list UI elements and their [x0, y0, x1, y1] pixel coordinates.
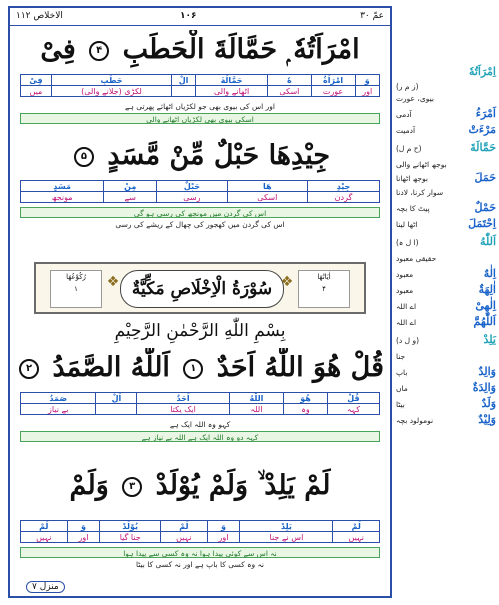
vocab-meaning: جنا [396, 352, 406, 361]
vocab-word: مَرْءَتْ [468, 123, 496, 136]
grid-word: فِىْ [21, 75, 52, 86]
vocab-meaning: حقیقی معبود [396, 254, 437, 263]
ayah-text: جِيْدِهَا حَبْلٌ مِّنْ مَّسَدٍ [107, 140, 331, 171]
grid-word: اَحَدٌ [137, 393, 229, 404]
translation-line: اس کی گردن میں مونجھ کی رسی ہو گی [20, 207, 380, 218]
grid-word: الْ [172, 75, 196, 86]
grid-word: لَمْ [161, 521, 208, 532]
ayat-label: اٰيَاتُهَا [317, 273, 331, 281]
vocab-meaning: آدمیت [396, 126, 416, 135]
ayah-text: قُلْ هُوَ اللّٰهُ اَحَدٌ [216, 352, 384, 383]
grid-word: يُوْلَدْ [100, 521, 161, 532]
ayah-text-end: فِىْ [40, 34, 76, 65]
vocab-meaning: سوار کرنا، لادنا [396, 188, 444, 197]
translation-line: اور اس کی بیوی بھی جو لکڑیاں اٹھائے پھرتی ہے [125, 102, 275, 111]
ayah-number-marker: ۳ [122, 477, 142, 497]
ayah-line [16, 466, 384, 506]
grid-meaning: ایک یکتا [137, 404, 229, 415]
grid-meaning: جنا گیا [100, 532, 161, 543]
grid-word: صَمَدُ [21, 393, 96, 404]
ayah-text: لَمْ يَلِدْ ۙ وَلَمْ يُوْلَدْ [155, 470, 331, 501]
vocab-meaning: پیٹ کا بچہ [396, 204, 430, 213]
vocab-meaning: (ا ل ہ) [396, 238, 419, 247]
grid-meaning: اس نے جنا [240, 532, 333, 543]
vocab-meaning: معبود [396, 286, 414, 295]
vocab-row [396, 66, 496, 78]
vocab-word: وَالِدَةٌ [472, 381, 496, 394]
vocab-row [396, 108, 496, 120]
vocab-meaning: (ح م ل) [396, 144, 422, 153]
grid-word: اللّٰهُ [229, 393, 283, 404]
grid-meaning: نہیں [333, 532, 380, 543]
vocab-word: وَلَدٌ [481, 397, 496, 410]
grid-word: جِيْدِ [307, 181, 379, 192]
vocab-row [396, 414, 496, 426]
vocab-row [396, 316, 496, 328]
vocab-row [396, 218, 496, 230]
grid-meaning: سے [104, 192, 157, 203]
grid-meaning: وہ [284, 404, 328, 415]
vocab-meaning: ماں [396, 384, 408, 393]
vocab-word: اِمْرَاَتُهٗ [468, 65, 496, 78]
grid-word: مِنْ [104, 181, 157, 192]
grid-word: لَمْ [21, 521, 68, 532]
vocab-row [396, 172, 496, 184]
ayah-text-end: وَلَمْ [69, 470, 109, 501]
vocab-meaning: (ز م ر) [396, 82, 419, 91]
vocab-word: اِلٰهٌ [483, 267, 496, 280]
translation-line: نہ وہ کسی کا باپ ہے اور نہ کسی کا بیٹا [135, 560, 264, 569]
translation-line: اس کی گردن میں کھجور کی چھال کے ریشے کی رسی [115, 220, 285, 229]
grid-word: حَبْلٌ [157, 181, 228, 192]
grid-meaning: اٹھانے والی [196, 86, 268, 97]
vocab-word: وَلِيْدٌ [478, 413, 496, 426]
grid-meaning: اور [355, 86, 379, 97]
vocab-meaning: بوجھ اٹھانے والی [396, 160, 447, 169]
vocab-word: حَمَلَ [474, 171, 496, 184]
vocab-meaning: بیوی، عورت [396, 94, 434, 103]
vocab-meaning: نومولود بچہ [396, 416, 434, 425]
vocab-row [396, 398, 496, 410]
vocab-row [396, 186, 496, 198]
vocab-meaning: اے اللہ [396, 318, 417, 327]
grid-word: هٗ [268, 75, 311, 86]
vocab-row [396, 202, 496, 214]
grid-word: وَ [207, 521, 240, 532]
translation-line: کہہ دو وہ اللہ ایک ہے اللہ بے نیاز ہے [20, 431, 380, 442]
ayah-text-end: اَللّٰهُ الصَّمَدُ [52, 352, 170, 383]
grid-meaning: کہہ [327, 404, 379, 415]
vocab-meaning: باپ [396, 368, 408, 377]
translation-line: اسکی بیوی بھی لکڑیاں اٹھانے والی [20, 113, 380, 124]
ayah-line [16, 30, 384, 70]
vocab-word: وَالِدٌ [478, 365, 496, 378]
vocab-meaning: اے اللہ [396, 302, 417, 311]
vocab-word: اَللّٰهُ [480, 235, 496, 248]
page-footer [10, 580, 390, 596]
word-grid [20, 180, 380, 203]
page-number: ۱۰۶ [180, 11, 197, 21]
surah-header [34, 262, 366, 314]
grid-meaning: مونجھ [21, 192, 104, 203]
vocab-meaning: بیٹا [396, 400, 405, 409]
vocab-word: يَلِدْ [483, 333, 496, 346]
grid-meaning: اسکی [227, 192, 307, 203]
vocab-row [396, 80, 496, 92]
ruku-label: رُكُوْعُهَا [66, 273, 86, 281]
word-grid [20, 74, 380, 97]
vocab-meaning: اٹھا لینا [396, 220, 418, 229]
vocab-row [396, 142, 496, 154]
surah-ref: الاخلاص ۱۱۲ [16, 11, 63, 21]
grid-word: مَسَدٍ [21, 181, 104, 192]
vocab-row [396, 284, 496, 296]
surah-title: سُوْرَةُ الْاِخْلَاصِ مَكِّيَّةٌ [120, 270, 284, 308]
vocab-row [396, 124, 496, 136]
grid-meaning: نہیں [21, 532, 68, 543]
ayah-line [16, 348, 384, 388]
grid-meaning [96, 404, 137, 415]
ornament-icon: ❖ [280, 274, 294, 290]
ornament-icon: ❖ [106, 274, 120, 290]
word-grid [20, 520, 380, 543]
translation-line: کہو وہ اللہ ایک ہے [169, 420, 231, 429]
grid-meaning: گردن [307, 192, 379, 203]
vocab-meaning: معبود [396, 270, 414, 279]
vocab-meaning: (و ل د) [396, 336, 420, 345]
ayah-number-marker: ۴ [89, 41, 109, 61]
grid-meaning: رسی [157, 192, 228, 203]
grid-word: حَطَبِ [51, 75, 171, 86]
ayah-line [16, 136, 384, 176]
vocab-row [396, 158, 496, 170]
vocab-word: حَمَّالَةَ [470, 141, 496, 154]
grid-meaning: اسکی [268, 86, 311, 97]
vocab-row [396, 268, 496, 280]
ayah-number-marker: ۲ [19, 359, 39, 379]
grid-meaning: اللہ [229, 404, 283, 415]
vocab-meaning: آدمی [396, 110, 412, 119]
vocab-row [396, 300, 496, 312]
grid-word: حَمَّالَةَ [196, 75, 268, 86]
manzil-label: منزل ۷ [26, 581, 65, 593]
grid-meaning: بے نیاز [21, 404, 96, 415]
vocab-meaning: بوجھ اٹھانا [396, 174, 429, 183]
grid-word: هُوَ [284, 393, 328, 404]
vocab-word: اِحْتَمَلَ [468, 217, 496, 230]
word-grid [20, 392, 380, 415]
grid-meaning: لکڑی (جلانے والی) [51, 86, 171, 97]
quran-page [8, 6, 392, 598]
grid-word: هَا [227, 181, 307, 192]
grid-meaning [172, 86, 196, 97]
vocab-word: اِلٰهِىْ [475, 299, 496, 312]
vocab-row [396, 334, 496, 346]
page-header [10, 8, 390, 26]
vocab-row [396, 92, 496, 104]
vocab-row [396, 382, 496, 394]
grid-word: قُلْ [327, 393, 379, 404]
vocab-word: اَللّٰهُمَّ [473, 315, 496, 328]
juz-ref: عمّ ۳۰ [360, 11, 384, 21]
grid-meaning: نہیں [161, 532, 208, 543]
translation-line: نہ اس سے کوئی پیدا ہوا نہ وہ کسی سے پیدا ہوا [20, 547, 380, 558]
vocab-row [396, 236, 496, 248]
ayah-number-marker: ۵ [74, 147, 94, 167]
grid-word: لَمْ [333, 521, 380, 532]
vocab-word: حَمْلٌ [474, 201, 496, 214]
vocabulary-column [396, 66, 496, 596]
grid-meaning: عورت [311, 86, 355, 97]
ayat-count-box [298, 270, 350, 308]
grid-word: وَ [355, 75, 379, 86]
ruku-count: ۱ [74, 285, 78, 293]
grid-meaning: اور [207, 532, 240, 543]
vocab-row [396, 252, 496, 264]
grid-word: يَلِدْ [240, 521, 333, 532]
ayah-number-marker: ۱ [183, 359, 203, 379]
ruku-count-box [50, 270, 102, 308]
vocab-row [396, 350, 496, 362]
grid-meaning: میں [21, 86, 52, 97]
ayat-count: ۴ [322, 285, 326, 293]
vocab-word: اَمْرَءُ [475, 107, 496, 120]
grid-word: وَ [67, 521, 100, 532]
grid-meaning: اور [67, 532, 100, 543]
ayah-text: امْرَاَتُهٗ ۭ حَمَّالَةَ الْحَطَبِ [122, 34, 360, 65]
vocab-word: اٰلِهَةٌ [478, 283, 496, 296]
vocab-row [396, 366, 496, 378]
bismillah: بِسْمِ اللّٰهِ الرَّحْمٰنِ الرَّحِيْمِ [114, 321, 286, 341]
grid-word: امْرَاَةُ [311, 75, 355, 86]
grid-word: اَلْ [96, 393, 137, 404]
